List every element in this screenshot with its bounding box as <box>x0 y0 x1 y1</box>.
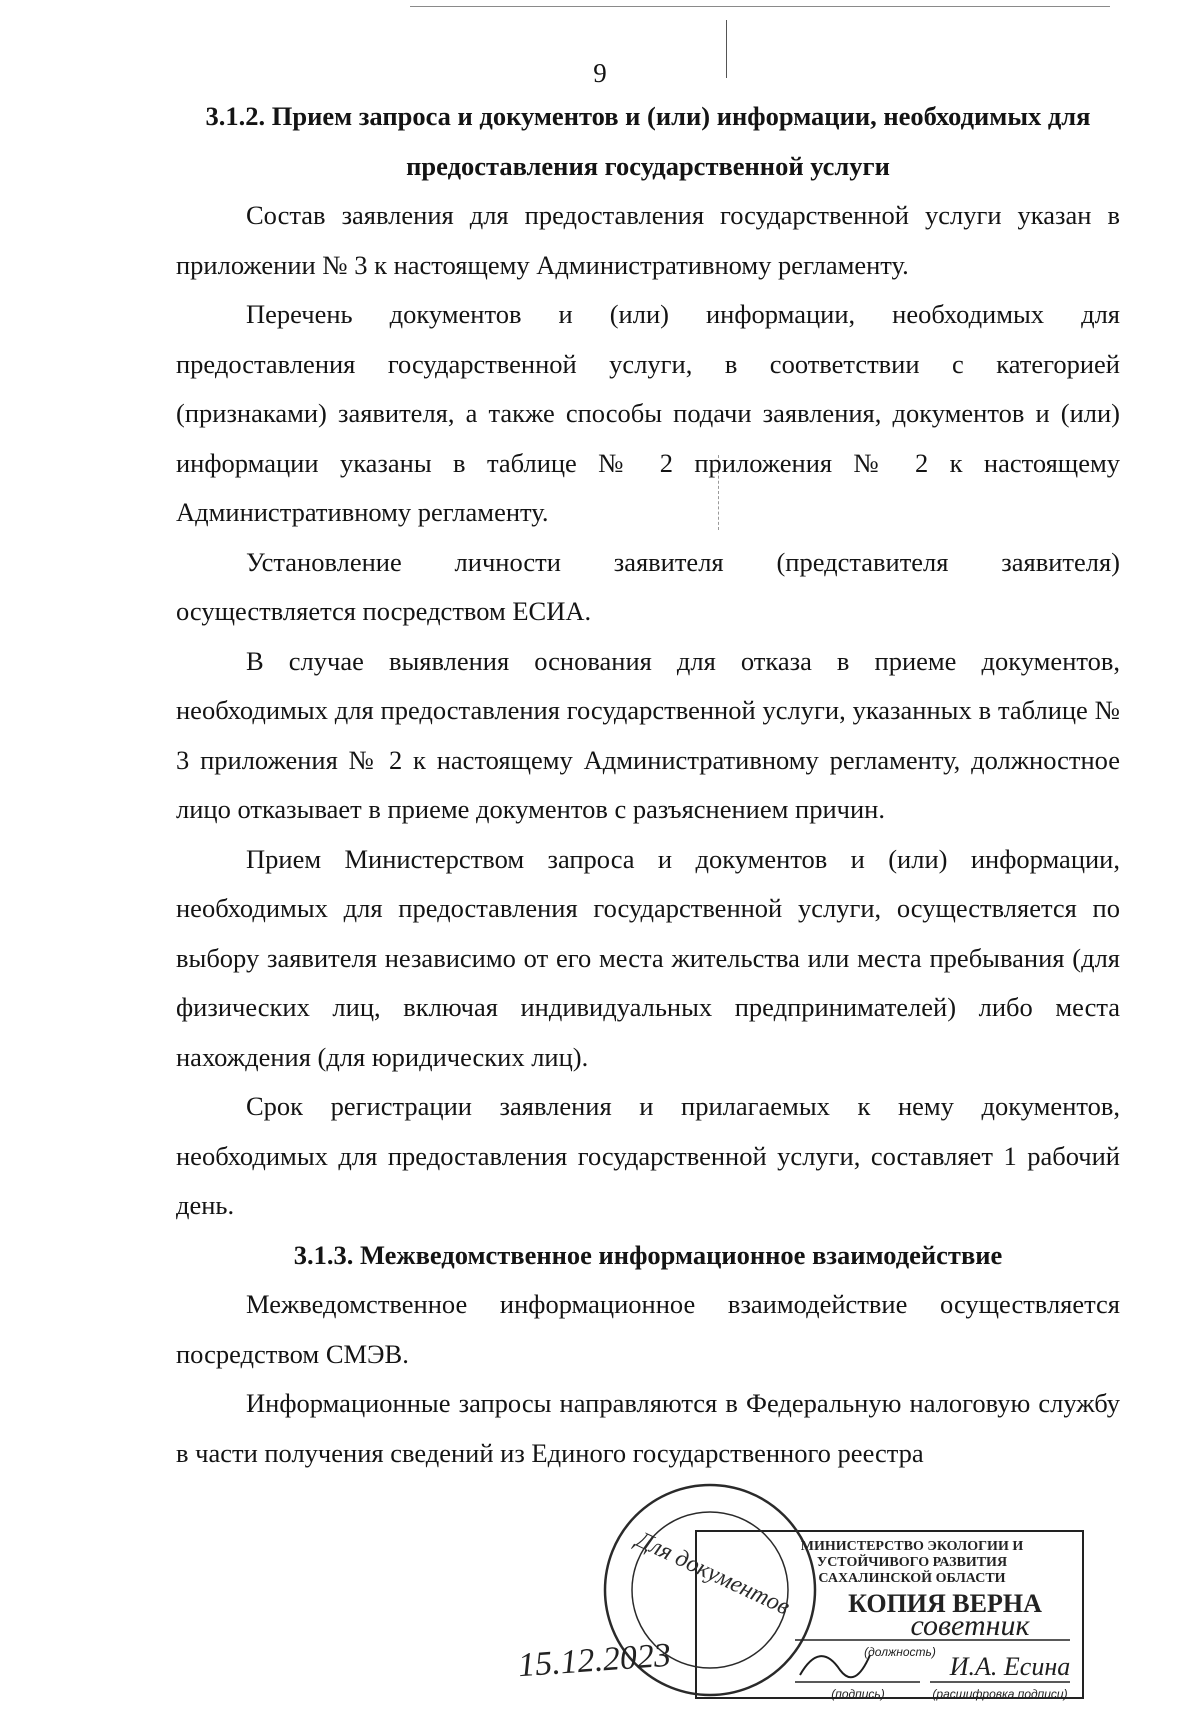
handwritten-date: 15.12.2023 <box>516 1636 673 1685</box>
paragraph: Перечень документов и (или) информации, необходимых для предоставления государственной услуги, в соответствии с категорией (признаками) заявителя, а также способы подачи заявления, документов и (или) информации указаны в таблице № 2 приложения № 2 к настоящему Административному регламенту. <box>176 299 1120 527</box>
paragraph: Установление личности заявителя (представителя заявителя) осуществляется посредством ЕСИА. <box>176 546 1120 626</box>
section-heading-3-1-3: 3.1.3. Межведомственное информационное взаимодействие <box>293 1239 1003 1270</box>
stamp-signature-caption: (подпись) <box>831 1687 885 1701</box>
top-scan-line <box>410 6 1110 7</box>
handwritten-name: И.А. Есина <box>949 1652 1071 1681</box>
paragraph: Срок регистрации заявления и прилагаемых к нему документов, необходимых для предоставления государственной услуги, составляет 1 рабочий день. <box>176 1091 1120 1220</box>
paragraph: Информационные запросы направляются в Федеральную налоговую службу в части получения сведений из Единого государственного реестра <box>176 1388 1120 1468</box>
paragraph: Межведомственное информационное взаимодействие осуществляется посредством СМЭВ. <box>176 1289 1120 1369</box>
stamp-org-line: УСТОЙЧИВОГО РАЗВИТИЯ <box>816 1555 1008 1570</box>
page-number: 9 <box>593 58 607 88</box>
paragraph: В случае выявления основания для отказа в приеме документов, необходимых для предоставления государственной услуги, указанных в таблице № 3 приложения № 2 к настоящему Административному регламенту, должностное лицо отказывает в приеме документов с разъяснением причин. <box>176 645 1120 824</box>
handwritten-position: советник <box>910 1609 1030 1642</box>
stamp-position-caption: (должность) <box>864 1645 936 1659</box>
document-body <box>176 92 1120 1478</box>
section-heading-3-1-2: 3.1.2. Прием запроса и документов и (или) информации, необходимых для предоставления государственной услуги <box>205 101 1091 181</box>
stamp-org-line: МИНИСТЕРСТВО ЭКОЛОГИИ И <box>800 1539 1024 1554</box>
stamp-and-seal <box>600 1460 1100 1710</box>
paragraph: Состав заявления для предоставления государственной услуги указан в приложении № 3 к настоящему Административному регламенту. <box>176 200 1120 280</box>
stamp-title: КОПИЯ ВЕРНА <box>848 1589 1042 1618</box>
stamp-org-line: САХАЛИНСКОЙ ОБЛАСТИ <box>818 1571 1006 1586</box>
signature-icon <box>800 1655 870 1677</box>
stamp-name-caption: (расшифровка подписи) <box>932 1687 1068 1701</box>
paragraph: Прием Министерством запроса и документов и (или) информации, необходимых для предоставления государственной услуги, осуществляется по выбору заявителя независимо от его места жительства или места пребывания (для физических лиц, включая индивидуальных предпринимателей) либо места нахождения (для юридических лиц). <box>176 843 1120 1072</box>
seal-center-text: Для документов <box>632 1526 794 1621</box>
